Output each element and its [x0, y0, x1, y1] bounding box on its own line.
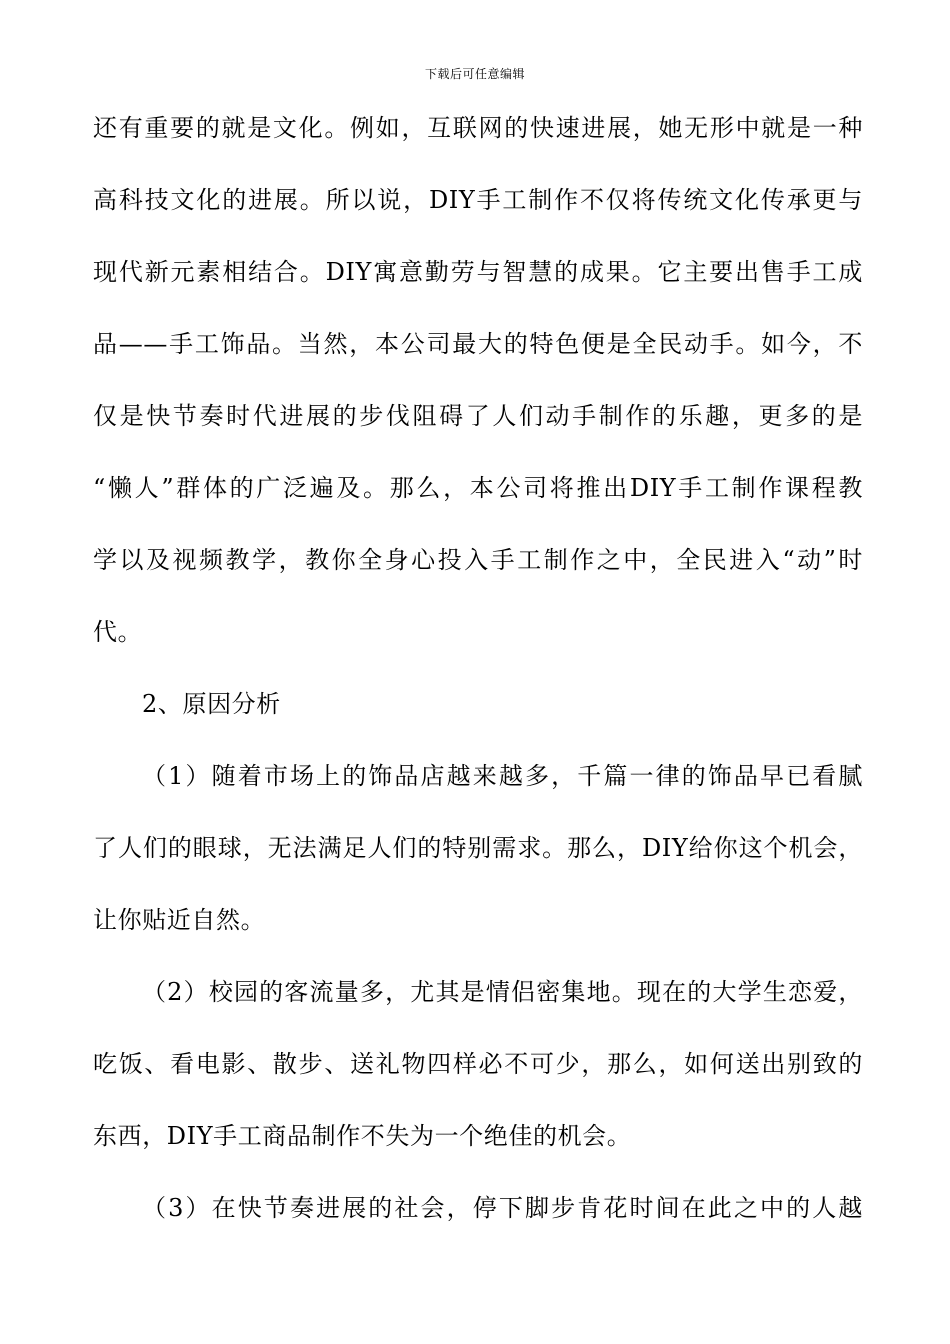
- paragraph-line: 仅是快节奏时代进展的步伐阻碍了人们动手制作的乐趣，更多的是: [93, 402, 863, 430]
- page-header: 下载后可任意编辑: [424, 67, 525, 81]
- paragraph-line: “懒人”群体的广泛遍及。那么，本公司将推出DIY手工制作课程教: [93, 474, 863, 502]
- paragraph-line: 品——手工饰品。当然，本公司最大的特色便是全民动手。如今，不: [93, 330, 863, 358]
- paragraph-line: 让你贴近自然。: [93, 906, 266, 934]
- paragraph-line: 了人们的眼球，无法满足人们的特别需求。那么，DIY给你这个机会，: [93, 834, 863, 862]
- paragraph-line: 高科技文化的进展。所以说，DIY手工制作不仅将传统文化传承更与: [93, 186, 863, 214]
- paragraph-line: 还有重要的就是文化。例如，互联网的快速进展，她无形中就是一种: [93, 114, 863, 142]
- paragraph-line: 吃饭、看电影、散步、送礼物四样必不可少，那么，如何送出别致的: [93, 1050, 863, 1078]
- paragraph-line: （3）在快节奏进展的社会，停下脚步肯花时间在此之中的人越: [142, 1194, 863, 1222]
- paragraph-line: 代。: [93, 618, 143, 646]
- paragraph-line: 东西，DIY手工商品制作不失为一个绝佳的机会。: [93, 1122, 632, 1150]
- paragraph-line: （2）校园的客流量多，尤其是情侣密集地。现在的大学生恋爱，: [142, 978, 863, 1006]
- paragraph-line: （1）随着市场上的饰品店越来越多，千篇一律的饰品早已看腻: [142, 762, 863, 790]
- paragraph-line: 学以及视频教学，教你全身心投入手工制作之中，全民进入“动”时: [93, 546, 863, 574]
- section-heading: 2、原因分析: [142, 690, 281, 718]
- paragraph-line: 现代新元素相结合。DIY寓意勤劳与智慧的成果。它主要出售手工成: [93, 258, 863, 286]
